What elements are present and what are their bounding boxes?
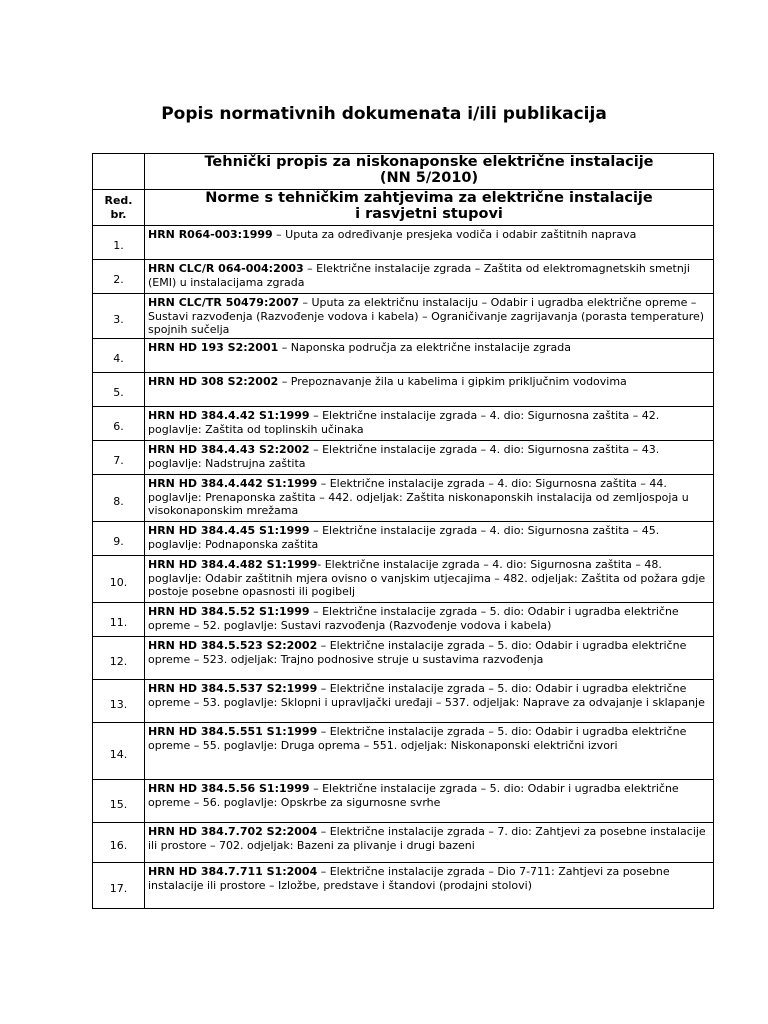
norm-title: – Električne instalacije zgrada – 4. dio: Sigurnosna zaštita – 43. poglavlje: Nadstrujna zaštita — [148, 443, 660, 470]
norm-description — [145, 260, 714, 294]
table-subheader-row — [93, 190, 714, 226]
row-number: 13. — [93, 680, 145, 723]
norm-code: HRN HD 193 S2:2001 — [148, 341, 279, 354]
regulation-header — [145, 154, 714, 190]
row-number: 15. — [93, 780, 145, 823]
norm-title: – Električne instalacije zgrada – 4. dio: Sigurnosna zaštita – 42. poglavlje: Zaštita od toplinskih učinaka — [148, 409, 660, 436]
norm-title: – Naponska područja za električne instalacije zgrada — [278, 341, 572, 354]
norm-description — [145, 522, 714, 556]
row-number: 11. — [93, 603, 145, 637]
table-row — [93, 441, 714, 475]
norm-code: HRN R064-003:1999 — [148, 228, 273, 241]
norm-title: – Električne instalacije zgrada – 5. dio: Odabir i ugradba električne opreme – 56. poglavlje: Opskrbe za sigurnosne svrhe — [148, 782, 679, 809]
row-number: 1. — [93, 226, 145, 260]
norm-description — [145, 441, 714, 475]
table-row — [93, 823, 714, 863]
norm-title: – Električne instalacije zgrada – 5. dio: Odabir i ugradba električne opreme – 55. poglavlje: Druga oprema – 551. odjeljak: Niskonaponski električni izvori — [148, 725, 687, 752]
norm-code: HRN HD 384.5.523 S2:2002 — [148, 639, 318, 652]
column-header-number-line2: br. — [110, 207, 127, 221]
norm-code: HRN CLC/TR 50479:2007 — [148, 296, 299, 309]
norm-description — [145, 603, 714, 637]
row-number: 9. — [93, 522, 145, 556]
table-row — [93, 373, 714, 407]
norm-title: – Električne instalacije zgrada – 7. dio: Zahtjevi za posebne instalacije ili prostore – 702. odjeljak: Bazeni za plivanje i drugi bazeni — [148, 825, 706, 852]
row-number: 4. — [93, 339, 145, 373]
table-row — [93, 226, 714, 260]
regulation-title: Tehnički propis za niskonaponske električne instalacije — [204, 154, 654, 170]
table-header-row — [93, 154, 714, 190]
table-row — [93, 637, 714, 680]
norms-table — [92, 153, 714, 909]
header-empty-cell — [93, 154, 145, 190]
norm-title: – Električne instalacije zgrada – 5. dio: Odabir i ugradba električne opreme – 52. poglavlje: Sustavi razvođenja (Razvođenje vodova i kabela) — [148, 605, 679, 632]
row-number: 12. — [93, 637, 145, 680]
norm-title: – Električne instalacije zgrada – 4. dio: Sigurnosna zaštita – 44. poglavlje: Prenaponska zaštita – 442. odjeljak: Zaštita niskonaponskih instalacija od zemljospoja u visokonaponskim mrežama — [148, 477, 689, 517]
norm-title: – Električne instalacije zgrada – Zaštita od elektromagnetskih smetnji (EMI) u instalacijama zgrada — [148, 262, 690, 289]
regulation-gazette: (NN 5/2010) — [379, 170, 479, 186]
norm-description — [145, 637, 714, 680]
norm-code: HRN HD 384.7.702 S2:2004 — [148, 825, 318, 838]
column-header-number — [93, 190, 145, 226]
table-row — [93, 407, 714, 441]
norms-header-line1: Norme s tehničkim zahtjevima za električne instalacije — [205, 190, 653, 206]
table-row — [93, 522, 714, 556]
table-row — [93, 556, 714, 603]
norm-description — [145, 556, 714, 603]
norms-header — [145, 190, 714, 226]
row-number: 16. — [93, 823, 145, 863]
norm-code: HRN HD 384.4.43 S2:2002 — [148, 443, 310, 456]
norm-description — [145, 226, 714, 260]
row-number: 14. — [93, 723, 145, 780]
norm-code: HRN HD 384.4.42 S1:1999 — [148, 409, 310, 422]
norms-header-line2: i rasvjetni stupovi — [355, 206, 503, 222]
table-row — [93, 863, 714, 909]
row-number: 8. — [93, 475, 145, 522]
row-number: 7. — [93, 441, 145, 475]
norm-code: HRN HD 384.5.551 S1:1999 — [148, 725, 318, 738]
table-row — [93, 603, 714, 637]
table-row — [93, 780, 714, 823]
table-row — [93, 339, 714, 373]
table-row — [93, 294, 714, 339]
norm-code: HRN HD 384.7.711 S1:2004 — [148, 865, 318, 878]
norm-code: HRN HD 384.5.537 S2:1999 — [148, 682, 318, 695]
norm-code: HRN HD 384.5.56 S1:1999 — [148, 782, 310, 795]
page-title: Popis normativnih dokumenata i/ili publikacija — [161, 104, 607, 124]
norm-code: HRN HD 384.4.482 S1:1999 — [148, 558, 318, 571]
norm-description — [145, 680, 714, 723]
row-number: 10. — [93, 556, 145, 603]
norm-title: - Električne instalacije zgrada – 4. dio: Sigurnosna zaštita – 48. poglavlje: Odabir zaštitnih mjera ovisno o vanjskim utjecajima – 482. odjeljak: Zaštita od požara gdje postoje posebne opasnosti ili pogibelj — [148, 558, 706, 598]
norm-code: HRN HD 384.4.442 S1:1999 — [148, 477, 318, 490]
norm-title: – Prepoznavanje žila u kabelima i gipkim priključnim vodovima — [278, 375, 627, 388]
norm-code: HRN HD 384.4.45 S1:1999 — [148, 524, 310, 537]
norm-description — [145, 475, 714, 522]
norm-title: – Električne instalacije zgrada – Dio 7-711: Zahtjevi za posebne instalacije ili prostore – Izložbe, predstave i štandovi (prodajni stolovi) — [148, 865, 670, 892]
row-number: 2. — [93, 260, 145, 294]
norm-description — [145, 823, 714, 863]
norm-description — [145, 780, 714, 823]
row-number: 3. — [93, 294, 145, 339]
norm-code: HRN HD 384.5.52 S1:1999 — [148, 605, 310, 618]
norm-title: – Električne instalacije zgrada – 5. dio: Odabir i ugradba električne opreme – 523. odjeljak: Trajno podnosive struje u sustavima razvođenja — [148, 639, 687, 666]
norm-description — [145, 339, 714, 373]
norm-code: HRN HD 308 S2:2002 — [148, 375, 279, 388]
table-row — [93, 260, 714, 294]
norm-description — [145, 863, 714, 909]
norm-title: – Uputa za određivanje presjeka vodiča i odabir zaštitnih naprava — [272, 228, 637, 241]
norm-title: – Električne instalacije zgrada – 5. dio: Odabir i ugradba električne opreme – 53. poglavlje: Sklopni i upravljački uređaji – 537. odjeljak: Naprave za odvajanje i sklapanje — [148, 682, 705, 709]
row-number: 5. — [93, 373, 145, 407]
norm-description — [145, 294, 714, 339]
norm-description — [145, 723, 714, 780]
norm-title: – Uputa za električnu instalaciju – Odabir i ugradba električne opreme – Sustavi razvođenja (Razvođenje vodova i kabela) – Ograničivanje zagrijavanja (porasta temperature) spojnih sučelja — [148, 296, 705, 336]
table-row — [93, 680, 714, 723]
norm-description — [145, 407, 714, 441]
table-row — [93, 723, 714, 780]
row-number: 17. — [93, 863, 145, 909]
table-row — [93, 475, 714, 522]
norm-code: HRN CLC/R 064-004:2003 — [148, 262, 304, 275]
column-header-number-line1: Red. — [104, 193, 133, 207]
row-number: 6. — [93, 407, 145, 441]
norm-title: – Električne instalacije zgrada – 4. dio: Sigurnosna zaštita – 45. poglavlje: Podnaponska zaštita — [148, 524, 660, 551]
norm-description — [145, 373, 714, 407]
